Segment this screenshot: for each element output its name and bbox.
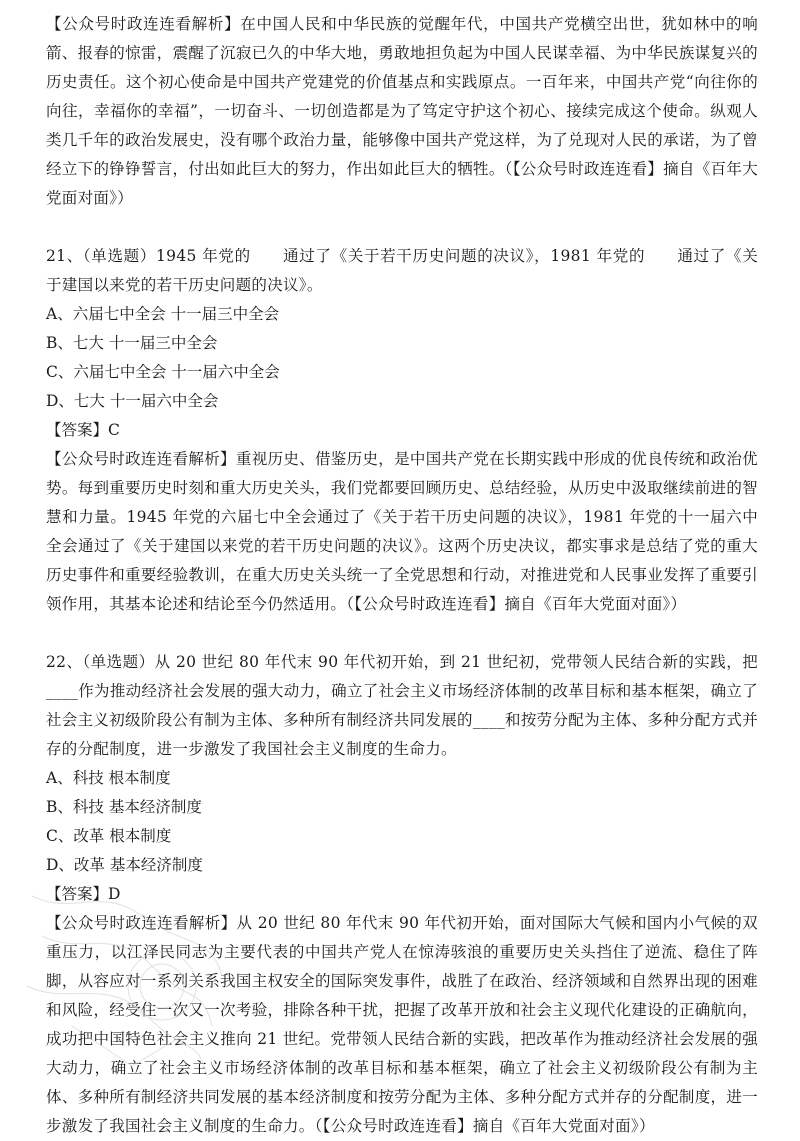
question-21-analysis: 【公众号时政连连看解析】重视历史、借鉴历史，是中国共产党在长期实践中形成的优良传统和政治优势。每到重要历史时刻和重大历史关头，我们党都要回顾历史、总结经验，从历史中汲取继续前进的智慧和力量。1945 年党的六届七中全会通过了《关于若干历史问题的决议》，1981 年党的十一届六中全会通过了《关于建国以来党的若干历史问题的决议》。这两个历史决议，都实事求是总结了党的重大历史事件和重要经验教训，在重大历史关头统一了全党思想和行动，对推进党和人民事业发挥了重要引领作用，其基本论述和结论至今仍然适用。（【公众号时政连连看】摘自《百年大党面对面》） <box>46 450 758 613</box>
question-21-option-c: C、六届七中全会 十一届六中全会 <box>46 363 280 381</box>
question-22-option-a: A、科技 根本制度 <box>46 769 171 787</box>
question-21-answer: 【答案】C <box>46 421 120 439</box>
spacer <box>46 213 758 242</box>
document-page <box>46 10 758 1141</box>
spacer <box>46 619 758 648</box>
question-22-option-b: B、科技 基本经济制度 <box>46 798 202 816</box>
question-21-option-d: D、七大 十一届六中全会 <box>46 392 219 410</box>
question-22-answer: 【答案】D <box>46 885 121 903</box>
question-22-stem: 22、（单选题）从 20 世纪 80 年代末 90 年代初开始，到 21 世纪初，党带领人民结合新的实践，把____作为推动经济社会发展的强大动力，确立了社会主义市场经济体制的改革目标和基本框架，确立了社会主义初级阶段公有制为主体、多种所有制经济共同发展的____和按劳分配为主体、多种分配方式并存的分配制度，进一步激发了我国社会主义制度的生命力。 <box>46 653 758 758</box>
question-21-stem: 21、（单选题）1945 年党的 通过了《关于若干历史问题的决议》，1981 年党的 通过了《关于建国以来党的若干历史问题的决议》。 <box>46 247 758 294</box>
question-21-option-a: A、六届七中全会 十一届三中全会 <box>46 305 280 323</box>
question-22-option-c: C、改革 根本制度 <box>46 827 172 845</box>
question-22-option-d: D、改革 基本经济制度 <box>46 856 203 874</box>
question-21 <box>46 242 758 619</box>
question-21-option-b: B、七大 十一届三中全会 <box>46 334 218 352</box>
question-22-analysis: 【公众号时政连连看解析】从 20 世纪 80 年代末 90 年代初开始，面对国际大气候和国内小气候的双重压力，以江泽民同志为主要代表的中国共产党人在惊涛骇浪的重要历史关头挡住了逆流、稳住了阵脚，从容应对一系列关系我国主权安全的国际突发事件，战胜了在政治、经济领域和自然界出现的困难和风险，经受住一次又一次考验，排除各种干扰，把握了改革开放和社会主义现代化建设的正确航向，成功把中国特色社会主义推向 21 世纪。党带领人民结合新的实践，把改革作为推动经济社会发展的强大动力，确立了社会主义市场经济体制的改革目标和基本框架，确立了社会主义初级阶段公有制为主体、多种所有制经济共同发展的基本经济制度和按劳分配为主体、多种分配方式并存的分配制度，进一步激发了我国社会主义制度的生命力。（【公众号时政连连看】摘自《百年大党面对面》） <box>46 914 758 1135</box>
intro-analysis: 【公众号时政连连看解析】在中国人民和中华民族的觉醒年代，中国共产党横空出世，犹如林中的响箭、报春的惊雷，震醒了沉寂已久的中华大地，勇敢地担负起为中国人民谋幸福、为中华民族谋复兴的历史责任。这个初心使命是中国共产党建党的价值基点和实践原点。一百年来，中国共产党“向往你的向往，幸福你的幸福”，一切奋斗、一切创造都是为了笃定守护这个初心、接续完成这个使命。纵观人类几千年的政治发展史，没有哪个政治力量，能够像中国共产党这样，为了兑现对人民的承诺，为了曾经立下的铮铮誓言，付出如此巨大的努力，作出如此巨大的牺牲。（【公众号时政连连看】摘自《百年大党面对面》） <box>46 15 758 207</box>
question-22 <box>46 648 758 1141</box>
